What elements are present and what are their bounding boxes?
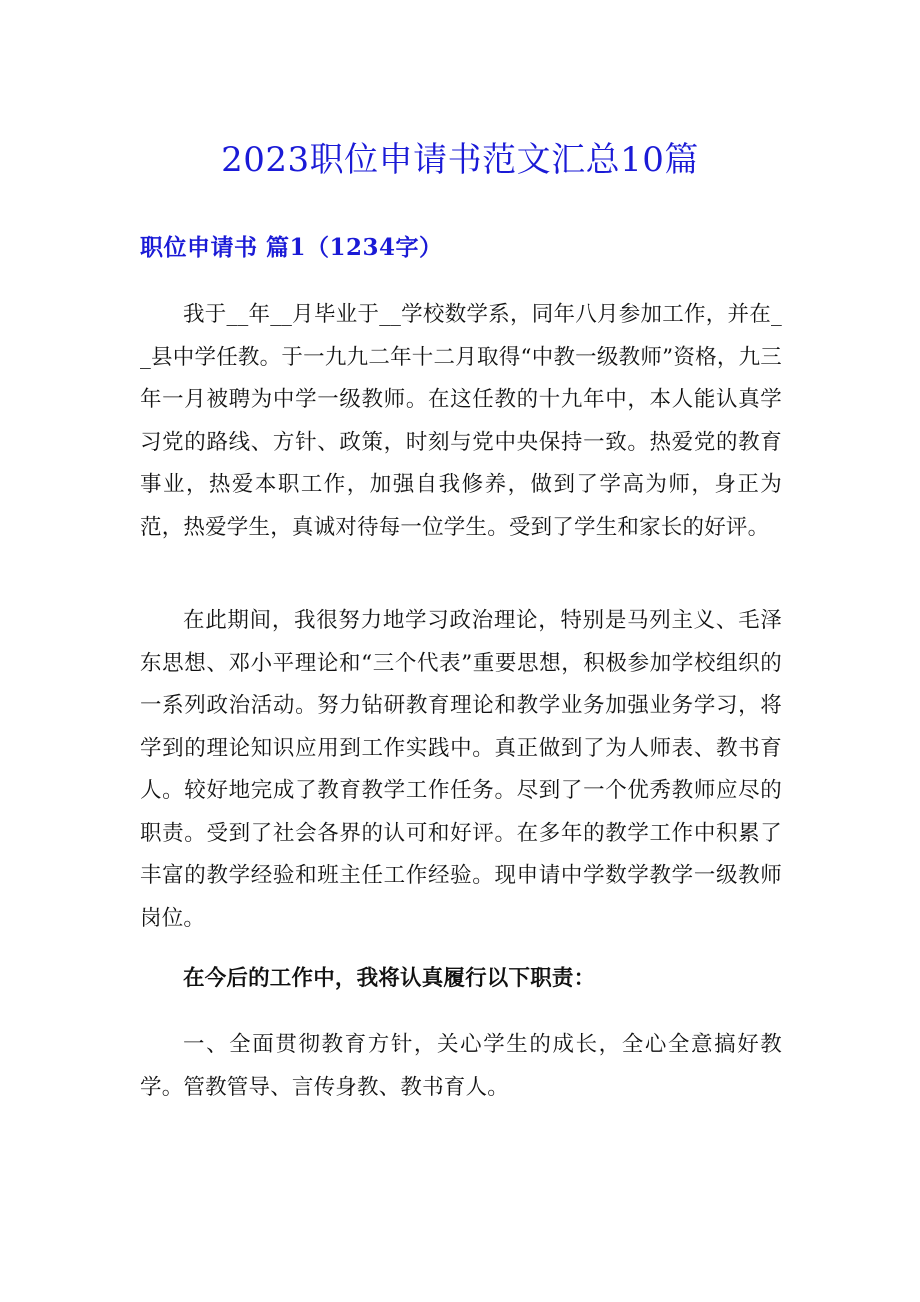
paragraph-1: 我于__年__月毕业于__学校数学系，同年八月参加工作，并在__县中学任教。于一九九二年十二月取得“中教一级教师”资格，九三年一月被聘为中学一级教师。在这任教的十九年中，本人能认真学习党的路线、方针、政策，时刻与党中央保持一致。热爱党的教育事业，热爱本职工作，加强自我修养，做到了学高为师，身正为范，热爱学生，真诚对待每一位学生。受到了学生和家长的好评。 <box>140 302 782 540</box>
paragraph-4: 一、全面贯彻教育方针，关心学生的成长，全心全意搞好教学。管教管导、言传身教、教书育人。 <box>140 1032 782 1100</box>
section-heading: 职位申请书 篇1（1234字） <box>140 234 443 261</box>
document-title: 2023职位申请书范文汇总10篇 <box>221 140 699 180</box>
paragraph-3-bold: 在今后的工作中，我将认真履行以下职责： <box>183 966 596 991</box>
paragraph-2: 在此期间，我很努力地学习政治理论，特别是马列主义、毛泽东思想、邓小平理论和“三个代表”重要思想，积极参加学校组织的一系列政治活动。努力钻研教育理论和教学业务加强业务学习，将学到的理论知识应用到工作实践中。真正做到了为人师表、教书育人。较好地完成了教育教学工作任务。尽到了一个优秀教师应尽的职责。受到了社会各界的认可和好评。在多年的教学工作中积累了丰富的教学经验和班主任工作经验。现申请中学数学教学一级教师岗位。 <box>140 608 782 931</box>
